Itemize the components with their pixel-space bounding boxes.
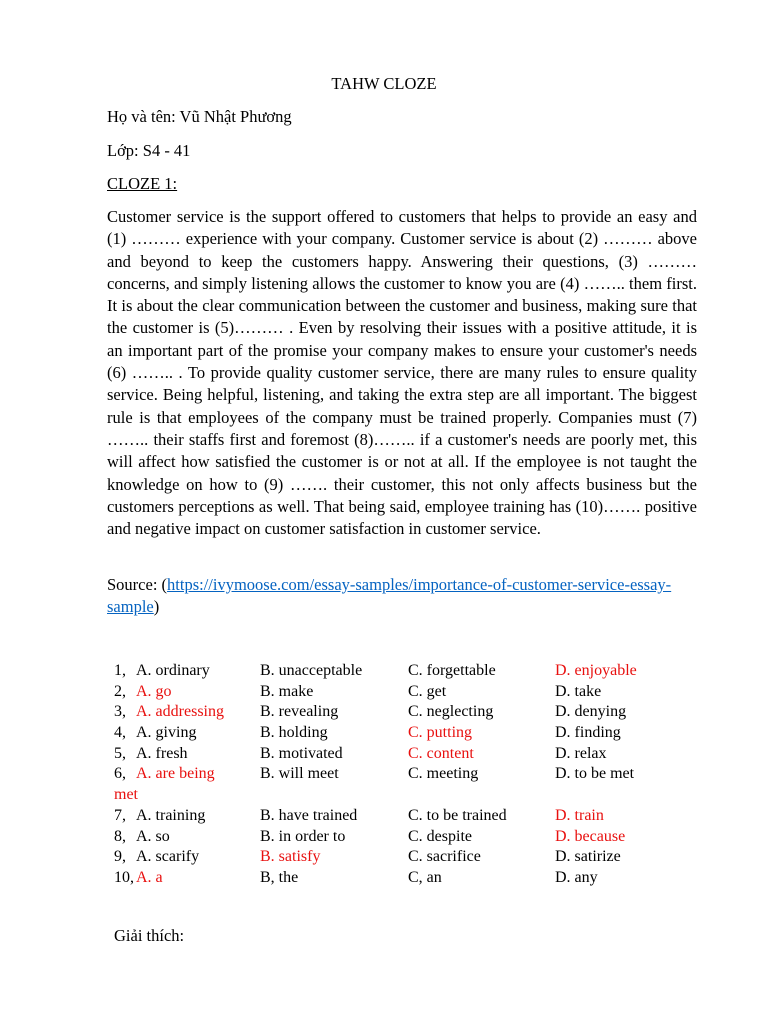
option-row [114,745,714,766]
option-number: 6, [114,765,126,783]
option-b: B. have trained [260,806,358,824]
option-a: A. training [136,806,206,824]
option-d: D. satirize [555,848,621,866]
option-d: D. denying [555,703,627,721]
option-b: B. in order to [260,827,346,845]
option-number: 10, [114,868,134,886]
option-a: A. are being [136,765,215,783]
option-number: 8, [114,827,126,845]
option-row [114,828,714,849]
option-row [114,683,714,704]
option-a: A. ordinary [136,662,210,679]
option-b: B. motivated [260,744,343,762]
option-a: A. fresh [136,744,188,762]
option-c: C. get [408,682,447,700]
option-c: C, an [408,868,442,886]
option-number: 3, [114,703,126,721]
option-c: C. despite [408,827,472,845]
source-suffix: ) [153,597,160,617]
option-row [114,703,714,724]
option-c: C. meeting [408,765,479,783]
option-a-continued: met [114,786,138,804]
option-b: B. make [260,682,314,700]
option-a: A. go [136,682,172,700]
option-d: D. to be met [555,765,635,783]
source-citation [107,574,697,619]
option-row [114,765,714,806]
option-number: 5, [114,744,126,762]
option-c: C. sacrifice [408,848,481,866]
document-title: TAHW CLOZE [331,74,437,93]
option-b: B. revealing [260,703,339,721]
option-b: B. unacceptable [260,662,363,679]
option-number: 9, [114,848,126,866]
option-number: 4, [114,724,126,742]
option-d: D. take [555,682,602,700]
option-d: D. any [555,868,598,886]
option-c: C. neglecting [408,703,494,721]
explanation-heading: Giải thích: [114,926,185,945]
option-a: A. so [136,827,170,845]
source-prefix: Source: ( [107,575,168,594]
option-row [114,724,714,745]
option-b: B. satisfy [260,848,321,866]
option-d: D. relax [555,744,607,762]
option-b: B. holding [260,724,328,742]
option-c: C. to be trained [408,806,507,824]
cloze-heading [107,174,177,194]
cloze-passage: Customer service is the support offered to customers that helps to provide an easy and (1) ……… experience with your company. Customer service is about (2) ……… above and beyond to keep the customers happy. Answering their questions, (3) ……… concerns, and simply listening allows the customer to know you are (4) …….. them first. It is about the clear communication between the customer and business, making sure that the customer is (5)……… . Even by resolving their issues with a positive attitude, it is an important part of the promise your company makes to ensure your customer's needs (6) …….. . To provide quality customer service, there are many rules to ensure quality service. Being helpful, listening, and taking the extra step are all important. The biggest rule is that employees of the company must be trained properly. Companies must (7) …….. their staffs first and foremost (8)…….. if a customer's needs are poorly met, this will affect how satisfied the customer is or not at all. If the employee is not taught the knowledge on how to (9) ……. their customer, this not only affects business but the customers perceptions as well. That being said, employee training has (10)……. positive and negative impact on customer satisfaction in customer service. [107,207,697,539]
option-number: 7, [114,806,126,824]
answer-options-table [114,662,714,890]
option-row [114,848,714,869]
option-row [114,807,714,828]
source-link[interactable]: https://ivymoose.com/essay-samples/importance-of-customer-service-essay-sample [107,575,672,617]
option-d: D. finding [555,724,621,742]
option-b: B, the [260,868,299,886]
option-b: B. will meet [260,765,339,783]
option-c: C. putting [408,724,473,742]
option-c: C. forgettable [408,662,496,679]
option-d: D. because [555,827,626,845]
option-row [114,662,714,683]
option-number: 2, [114,682,126,700]
option-a: A. addressing [136,703,224,721]
cloze-heading-text: CLOZE 1: [107,174,178,193]
option-c: C. content [408,744,474,762]
student-class-line: Lớp: S4 - 41 [107,141,191,160]
option-d: D. enjoyable [555,662,637,679]
option-d: D. train [555,806,604,824]
option-number: 1, [114,662,126,679]
option-a: A. scarify [136,848,200,866]
option-a: A. a [136,868,163,886]
option-a: A. giving [136,724,197,742]
option-row [114,869,714,890]
student-name-line: Họ và tên: Vũ Nhật Phương [107,107,292,126]
